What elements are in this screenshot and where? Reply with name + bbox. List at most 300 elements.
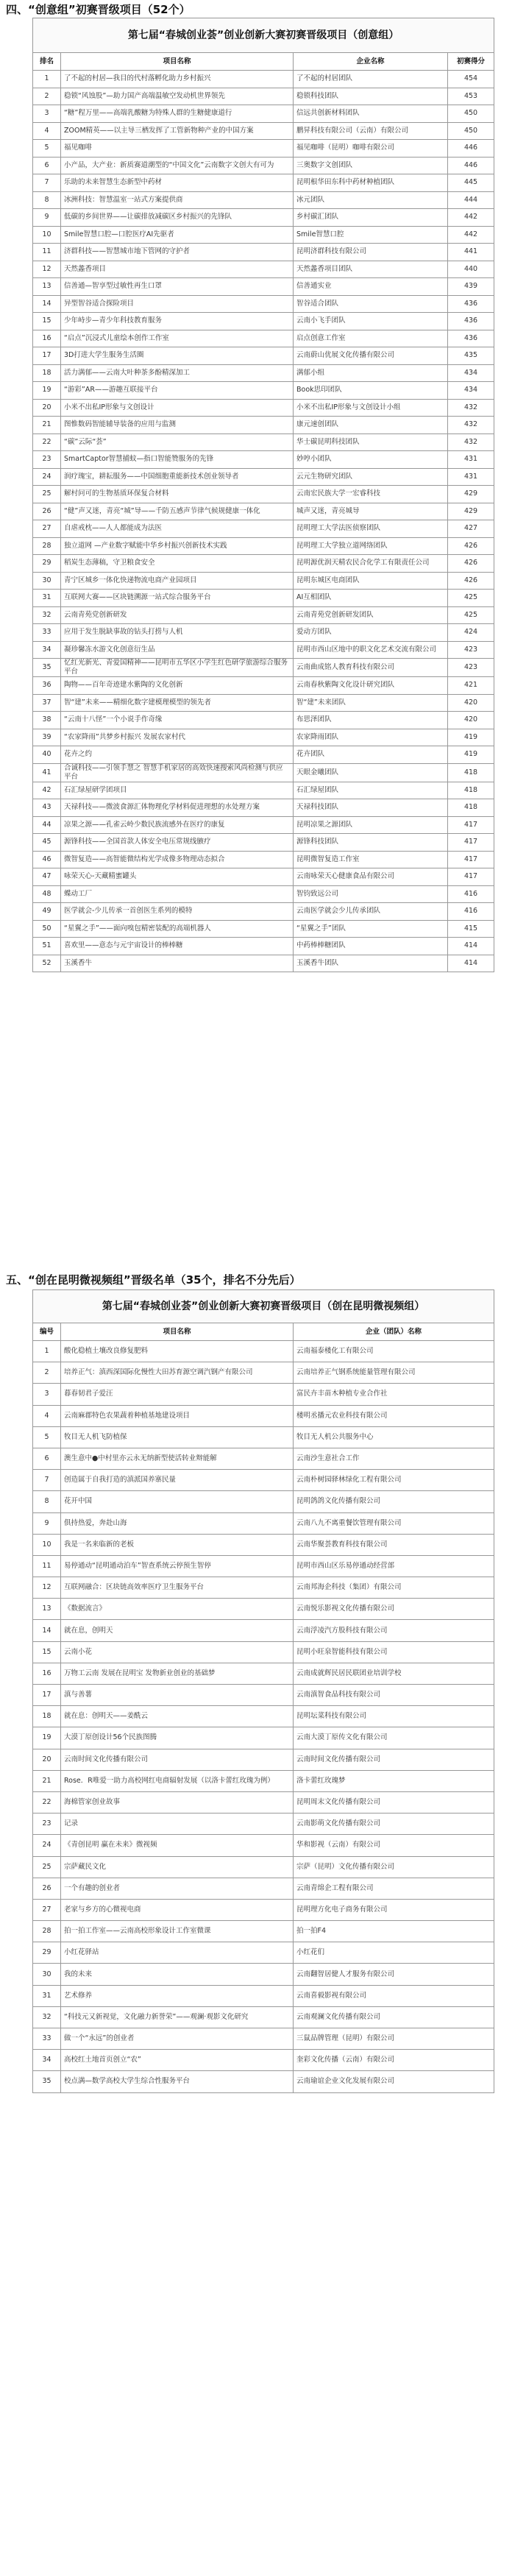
number-cell: 26: [33, 1878, 61, 1899]
table-row: [33, 399, 494, 417]
number-cell: 32: [33, 2006, 61, 2028]
project-name-cell: 凝珍馨冻水游文化创意衍生品: [61, 641, 294, 659]
project-name-cell: 海棉管家创业故事: [61, 1791, 294, 1813]
table-row: [33, 868, 494, 886]
table-row: [33, 520, 494, 538]
number-cell: 25: [33, 1856, 61, 1878]
table-row: [33, 313, 494, 330]
project-name-cell: 《数据流言》: [61, 1599, 294, 1620]
project-name-cell: 记录: [61, 1814, 294, 1835]
project-name-cell: 独立道网 —产业数字赋能中华乡村振兴创新技术实践: [61, 537, 294, 555]
number-cell: 14: [33, 1620, 61, 1641]
score-cell: 426: [448, 572, 494, 590]
number-cell: 6: [33, 1448, 61, 1469]
table-row: [33, 1534, 494, 1555]
team-name-cell: 云南翻智居健人才服务有限公司: [294, 1964, 494, 1985]
project-name-cell: 陶物——百年奇迹建水紫陶的文化创新: [61, 677, 294, 695]
project-name-cell: 忆红光新光、青爱国精神——昆明市五华区小学生红色研学旅游综合服务平台: [61, 659, 294, 677]
project-name-cell: 合诚科技——引领手慧之 智慧手机家居的高效快速搜索风尚检测与供应平台: [61, 763, 294, 782]
score-cell: 434: [448, 382, 494, 400]
company-name-cell: “星翼之手”团队: [294, 920, 448, 938]
section2-heading: 五、“创在昆明微视频组”晋级名单（35个，排名不分先后）: [6, 1273, 301, 1287]
table-row: [33, 295, 494, 313]
rank-cell: 10: [33, 226, 61, 244]
company-name-cell: Book思印团队: [294, 382, 448, 400]
number-cell: 24: [33, 1835, 61, 1856]
company-name-cell: 昆明微智复造工作室: [294, 851, 448, 868]
company-name-cell: 智“建”未来团队: [294, 694, 448, 712]
team-name-cell: 拍一拍F4: [294, 1921, 494, 1942]
score-cell: 420: [448, 694, 494, 712]
company-name-cell: 华士碳昆明科技团队: [294, 434, 448, 451]
project-name-cell: 做一个“永远”的创业者: [61, 2028, 294, 2050]
table-row: [33, 1749, 494, 1770]
table-row: [33, 174, 494, 192]
table2-header-number: 编号: [33, 1323, 61, 1341]
project-name-cell: 暮春韧君子爱汪: [61, 1384, 294, 1405]
project-name-cell: “云南十八怪”一个小说手作奇缘: [61, 712, 294, 729]
project-name-cell: 异型智谷适合探险项目: [61, 295, 294, 313]
number-cell: 33: [33, 2028, 61, 2050]
table-row: [33, 1921, 494, 1942]
table-row: [33, 209, 494, 227]
rank-cell: 44: [33, 816, 61, 834]
company-name-cell: 乡村碳汇团队: [294, 209, 448, 227]
project-name-cell: 应用于发生脱缺事故的钻头打捞与人机: [61, 624, 294, 642]
table-row: [33, 782, 494, 799]
project-name-cell: 冰洲科技：智慧温室一站式方案提供商: [61, 191, 294, 209]
number-cell: 10: [33, 1534, 61, 1555]
project-name-cell: 济群科技——智慧城市地下管网的守护者: [61, 244, 294, 261]
project-name-cell: “健”声又迷，青亮“城”导——千防五感声节律气候规健康一体化: [61, 503, 294, 520]
team-name-cell: 昆明小旺泉智能科技有限公司: [294, 1641, 494, 1663]
company-name-cell: 昆明东城区电商团队: [294, 572, 448, 590]
project-name-cell: 云南麻郡特色农果蔬着种植基地建设项目: [61, 1405, 294, 1426]
team-name-cell: 昆明周末文化传播有限公司: [294, 1791, 494, 1813]
company-name-cell: 城声又迷，青亮城导: [294, 503, 448, 520]
table-row: [33, 1964, 494, 1985]
table-row: [33, 2006, 494, 2028]
company-name-cell: 花卉团队: [294, 746, 448, 764]
project-name-cell: 智“建”未来——精细化数字建模理模型的领先者: [61, 694, 294, 712]
team-name-cell: 华和影视（云南）有限公司: [294, 1835, 494, 1856]
rank-cell: 20: [33, 399, 61, 417]
rank-cell: 25: [33, 486, 61, 503]
number-cell: 35: [33, 2071, 61, 2092]
score-cell: 425: [448, 606, 494, 624]
score-cell: 446: [448, 157, 494, 174]
score-cell: 423: [448, 659, 494, 677]
table-row: [33, 1384, 494, 1405]
team-name-cell: 云南瑜谊企业文化发展有限公司: [294, 2071, 494, 2092]
team-name-cell: 云南观澜文化传播有限公司: [294, 2006, 494, 2028]
rank-cell: 22: [33, 434, 61, 451]
company-name-cell: 布思泽团队: [294, 712, 448, 729]
company-name-cell: 云南曲成铭人教育科技有限公司: [294, 659, 448, 677]
project-name-cell: 石汇绿屋研学团项目: [61, 782, 294, 799]
score-cell: 434: [448, 364, 494, 382]
number-cell: 11: [33, 1555, 61, 1577]
rank-cell: 11: [33, 244, 61, 261]
table-row: [33, 851, 494, 868]
project-name-cell: ZOOM精英——以主导三栖发挥了工管新物种产业的中国方案: [61, 122, 294, 140]
table-row: [33, 1727, 494, 1749]
table-row: [33, 417, 494, 434]
company-name-cell: 小米不出私IP形象与文创设计小组: [294, 399, 448, 417]
score-cell: 423: [448, 641, 494, 659]
table-row: [33, 606, 494, 624]
company-name-cell: 昆明市西山区地中的职文化艺术交流有限公司: [294, 641, 448, 659]
table-row: [33, 1706, 494, 1727]
number-cell: 4: [33, 1405, 61, 1426]
score-cell: 440: [448, 261, 494, 278]
rank-cell: 31: [33, 590, 61, 607]
team-name-cell: 宗萨（昆明）文化传播有限公司: [294, 1856, 494, 1878]
table-row: [33, 1835, 494, 1856]
table-row: [33, 1856, 494, 1878]
company-name-cell: 爱动方团队: [294, 624, 448, 642]
score-cell: 426: [448, 537, 494, 555]
company-name-cell: 天然蠡香项目团队: [294, 261, 448, 278]
table2-body: [33, 1341, 494, 2093]
number-cell: 17: [33, 1685, 61, 1706]
rank-cell: 45: [33, 834, 61, 852]
project-name-cell: “糖”程万里——高端乳酸糖为特殊人群的生糖健康道行: [61, 105, 294, 123]
team-name-cell: 云南大漠丁原传文化有限公司: [294, 1727, 494, 1749]
team-name-cell: 小红花们: [294, 1942, 494, 1964]
table-row: [33, 555, 494, 573]
table-row: [33, 834, 494, 852]
project-name-cell: 稻炭生态薄稿，守卫粮食安全: [61, 555, 294, 573]
project-name-cell: 云南小花: [61, 1641, 294, 1663]
number-cell: 2: [33, 1362, 61, 1384]
table-row: [33, 799, 494, 817]
project-name-cell: 润疗瑰宝，耕耘服务——中国细胞重能新技术创业领导者: [61, 468, 294, 486]
project-name-cell: 俱持热爱，奔赴山海: [61, 1512, 294, 1534]
team-name-cell: 富民卉丰苗木种植专业合作社: [294, 1384, 494, 1405]
project-name-cell: 高校红土地首页创立“农”: [61, 2050, 294, 2071]
company-name-cell: 智钧致远公司: [294, 885, 448, 903]
project-name-cell: 信善通—智享型过敏性再生口罩: [61, 278, 294, 296]
score-cell: 444: [448, 191, 494, 209]
number-cell: 18: [33, 1706, 61, 1727]
rank-cell: 3: [33, 105, 61, 123]
company-name-cell: 稳锁科技团队: [294, 88, 448, 105]
rank-cell: 2: [33, 88, 61, 105]
table-row: [33, 1985, 494, 2006]
table-row: [33, 1599, 494, 1620]
team-name-cell: 云南培养正气钢系统能量管理有限公司: [294, 1362, 494, 1384]
number-cell: 7: [33, 1470, 61, 1491]
company-name-cell: 信远共创新材料团队: [294, 105, 448, 123]
table-row: [33, 712, 494, 729]
number-cell: 12: [33, 1577, 61, 1599]
project-name-cell: 小米不出私IP形象与文创设计: [61, 399, 294, 417]
table-row: [33, 1448, 494, 1469]
company-name-cell: 智谷适合团队: [294, 295, 448, 313]
rank-cell: 50: [33, 920, 61, 938]
rank-cell: 5: [33, 140, 61, 158]
company-name-cell: 源锋科技团队: [294, 834, 448, 852]
table-row: [33, 694, 494, 712]
team-name-cell: 云南喜毅影视有限公司: [294, 1985, 494, 2006]
table2-title: 第七届“春城创业荟”创业创新大赛初赛晋级项目（创在昆明微视频组）: [33, 1290, 494, 1323]
project-name-cell: 蝶动工厂: [61, 885, 294, 903]
score-cell: 417: [448, 816, 494, 834]
company-name-cell: 康元速创团队: [294, 417, 448, 434]
number-cell: 5: [33, 1426, 61, 1448]
project-name-cell: 就在息：创明天——姜酰云: [61, 1706, 294, 1727]
table-creative-group: [32, 18, 494, 972]
rank-cell: 51: [33, 938, 61, 955]
number-cell: 1: [33, 1341, 61, 1362]
project-name-cell: 宗萨藏民文化: [61, 1856, 294, 1878]
project-name-cell: 澳生意中●中村里亦云永无纳新型使活转业辩能解: [61, 1448, 294, 1469]
score-cell: 417: [448, 834, 494, 852]
rank-cell: 33: [33, 624, 61, 642]
company-name-cell: 天眼金曦团队: [294, 763, 448, 782]
rank-cell: 27: [33, 520, 61, 538]
number-cell: 31: [33, 1985, 61, 2006]
score-cell: 432: [448, 434, 494, 451]
score-cell: 419: [448, 746, 494, 764]
table-row: [33, 434, 494, 451]
score-cell: 418: [448, 799, 494, 817]
team-name-cell: 昆明坛菜科技有限公司: [294, 1706, 494, 1727]
company-name-cell: 云南青苑党创新研发团队: [294, 606, 448, 624]
project-name-cell: “碳”云际“荟”: [61, 434, 294, 451]
rank-cell: 38: [33, 712, 61, 729]
section1-heading: 四、“创意组”初赛晋级项目（52个）: [6, 3, 191, 16]
table-row: [33, 122, 494, 140]
table-row: [33, 1362, 494, 1384]
project-name-cell: 易停通动“昆明通动泊车”智查系统云停预生智停: [61, 1555, 294, 1577]
number-cell: 16: [33, 1663, 61, 1684]
number-cell: 28: [33, 1921, 61, 1942]
project-name-cell: 低碳的乡间世界——让碳排放减碳区乡村振兴的先锋队: [61, 209, 294, 227]
score-cell: 426: [448, 555, 494, 573]
table-row: [33, 382, 494, 400]
table-row: [33, 226, 494, 244]
table-row: [33, 537, 494, 555]
project-name-cell: 医学就会-少儿传承一首创医生系列的模特: [61, 903, 294, 921]
table-row: [33, 191, 494, 209]
table-row: [33, 278, 494, 296]
table-row: [33, 1426, 494, 1448]
company-name-cell: 昆明济群科技有限公司: [294, 244, 448, 261]
company-name-cell: 云南小飞手团队: [294, 313, 448, 330]
table-row: [33, 244, 494, 261]
project-name-cell: 微智复造——高智能微结构光学成像多物理动态拟合: [61, 851, 294, 868]
table-row: [33, 955, 494, 972]
number-cell: 8: [33, 1491, 61, 1512]
rank-cell: 32: [33, 606, 61, 624]
table-row: [33, 1577, 494, 1599]
table-row: [33, 1491, 494, 1512]
company-name-cell: 玉溪香牛团队: [294, 955, 448, 972]
table-row: [33, 641, 494, 659]
project-name-cell: 少年峙步—青少年科技教育服务: [61, 313, 294, 330]
number-cell: 20: [33, 1749, 61, 1770]
rank-cell: 7: [33, 174, 61, 192]
team-name-cell: 云南八九不离重餐饮管理有限公司: [294, 1512, 494, 1534]
team-name-cell: 云南影萌文化传播有限公司: [294, 1814, 494, 1835]
score-cell: 439: [448, 278, 494, 296]
project-name-cell: 青宁区城乡一体化快递物流电商产业园项目: [61, 572, 294, 590]
table-row: [33, 1555, 494, 1577]
team-name-cell: 牧目无人机公共服务中心: [294, 1426, 494, 1448]
number-cell: 15: [33, 1641, 61, 1663]
rank-cell: 42: [33, 782, 61, 799]
table-row: [33, 920, 494, 938]
rank-cell: 28: [33, 537, 61, 555]
project-name-cell: 了不起的村居—我目的代村落孵化助力乡村振兴: [61, 71, 294, 88]
rank-cell: 29: [33, 555, 61, 573]
table-row: [33, 1641, 494, 1663]
project-name-cell: 云南青苑党创新研发: [61, 606, 294, 624]
table-row: [33, 2071, 494, 2092]
project-name-cell: 天然蠡香项目: [61, 261, 294, 278]
score-cell: 450: [448, 105, 494, 123]
project-name-cell: 3D打进大学生服务生活圈: [61, 347, 294, 365]
table-row: [33, 903, 494, 921]
project-name-cell: 喜欢里——意态与元宇宙设计的棒棒糖: [61, 938, 294, 955]
rank-cell: 47: [33, 868, 61, 886]
company-name-cell: 石汇绿屋团队: [294, 782, 448, 799]
project-name-cell: 花卉之约: [61, 746, 294, 764]
rank-cell: 18: [33, 364, 61, 382]
project-name-cell: 福见咖啡: [61, 140, 294, 158]
table1-header-project: 项目名称: [61, 53, 294, 71]
team-name-cell: 洛卡蕾红玫瑰梦: [294, 1770, 494, 1791]
rank-cell: 39: [33, 729, 61, 746]
project-name-cell: 解村问可的生物基质环保复合材料: [61, 486, 294, 503]
rank-cell: 23: [33, 451, 61, 469]
project-name-cell: 大漠丁原创设计56个民族图腾: [61, 1727, 294, 1749]
team-name-cell: 云南沙生意社合工作: [294, 1448, 494, 1469]
company-name-cell: 三奥数字文创团队: [294, 157, 448, 174]
table-row: [33, 1899, 494, 1920]
number-cell: 29: [33, 1942, 61, 1964]
project-name-cell: 滇与善薯: [61, 1685, 294, 1706]
score-cell: 450: [448, 122, 494, 140]
project-name-cell: “启点”沉浸式儿童绘本创作工作室: [61, 330, 294, 347]
table-row: [33, 1770, 494, 1791]
project-name-cell: 玉溪香牛: [61, 955, 294, 972]
number-cell: 3: [33, 1384, 61, 1405]
project-name-cell: 艺术修养: [61, 1985, 294, 2006]
score-cell: 420: [448, 712, 494, 729]
score-cell: 432: [448, 417, 494, 434]
company-name-cell: 云南宏民族大学一宏睿科技: [294, 486, 448, 503]
rank-cell: 52: [33, 955, 61, 972]
score-cell: 431: [448, 451, 494, 469]
rank-cell: 36: [33, 677, 61, 695]
table-row: [33, 1405, 494, 1426]
company-name-cell: 妙哼小团队: [294, 451, 448, 469]
company-name-cell: 农家降雨团队: [294, 729, 448, 746]
table-row: [33, 624, 494, 642]
score-cell: 442: [448, 209, 494, 227]
company-name-cell: 昆明源优润天精农民合化学工有限责任公司: [294, 555, 448, 573]
rank-cell: 46: [33, 851, 61, 868]
score-cell: 454: [448, 71, 494, 88]
rank-cell: 12: [33, 261, 61, 278]
score-cell: 453: [448, 88, 494, 105]
score-cell: 446: [448, 140, 494, 158]
project-name-cell: “科技元又新视觉，文化融力新誉荣”——观澜·观影文化研究: [61, 2006, 294, 2028]
team-name-cell: 三鼠品牌管理（昆明）有限公司: [294, 2028, 494, 2050]
table-row: [33, 503, 494, 520]
project-name-cell: 云南时间文化传播有限公司: [61, 1749, 294, 1770]
rank-cell: 40: [33, 746, 61, 764]
table-row: [33, 763, 494, 782]
rank-cell: 30: [33, 572, 61, 590]
score-cell: 416: [448, 903, 494, 921]
rank-cell: 8: [33, 191, 61, 209]
rank-cell: 4: [33, 122, 61, 140]
project-name-cell: 咏荣天心-天藏精蜜罐头: [61, 868, 294, 886]
company-name-cell: 云南蔚山优展文化传播有限公司: [294, 347, 448, 365]
team-name-cell: 昆明市西山区乐易停通动经营部: [294, 1555, 494, 1577]
team-name-cell: 云南朴树园驿林绿化工程有限公司: [294, 1470, 494, 1491]
table2-header-team: 企业（团队）名称: [294, 1323, 494, 1341]
number-cell: 23: [33, 1814, 61, 1835]
number-cell: 34: [33, 2050, 61, 2071]
project-name-cell: 小红花驿站: [61, 1942, 294, 1964]
project-name-cell: 我的未来: [61, 1964, 294, 1985]
number-cell: 21: [33, 1770, 61, 1791]
table1-title: 第七届“春城创业荟”创业创新大赛初赛晋级项目（创意组）: [33, 18, 494, 53]
table-row: [33, 261, 494, 278]
table-row: [33, 1512, 494, 1534]
table-row: [33, 677, 494, 695]
table-row: [33, 468, 494, 486]
number-cell: 22: [33, 1791, 61, 1813]
table-row: [33, 1685, 494, 1706]
table-row: [33, 816, 494, 834]
rank-cell: 43: [33, 799, 61, 817]
rank-cell: 1: [33, 71, 61, 88]
table-row: [33, 1814, 494, 1835]
project-name-cell: 花开中国: [61, 1491, 294, 1512]
table-row: [33, 88, 494, 105]
score-cell: 414: [448, 938, 494, 955]
project-name-cell: SmartCaptor智慧捕蚊—指口智能赞服务的先锋: [61, 451, 294, 469]
project-name-cell: 图惟数码智能辅导装备的应用与监测: [61, 417, 294, 434]
project-name-cell: 稳锁“风蚀股”—助力国产高端温敏空发动机世界领先: [61, 88, 294, 105]
score-cell: 436: [448, 295, 494, 313]
project-name-cell: 凉果之源——孔雀云岭少数民族流感外在医疗的康复: [61, 816, 294, 834]
score-cell: 417: [448, 868, 494, 886]
table-row: [33, 2028, 494, 2050]
score-cell: 425: [448, 590, 494, 607]
rank-cell: 9: [33, 209, 61, 227]
company-name-cell: 冰元团队: [294, 191, 448, 209]
company-name-cell: 了不起的村居团队: [294, 71, 448, 88]
rank-cell: 48: [33, 885, 61, 903]
score-cell: 431: [448, 468, 494, 486]
table-row: [33, 140, 494, 158]
table-row: [33, 885, 494, 903]
table-row: [33, 1791, 494, 1813]
company-name-cell: 云南咏荣天心健康食品有限公司: [294, 868, 448, 886]
table1-header-score: 初赛得分: [448, 53, 494, 71]
project-name-cell: 酸化稳植土壤改良修复肥料: [61, 1341, 294, 1362]
team-name-cell: 云南悦乐影视文化传播有限公司: [294, 1599, 494, 1620]
team-name-cell: 云南浮凌汽方股科技有限公司: [294, 1620, 494, 1641]
score-cell: 418: [448, 782, 494, 799]
